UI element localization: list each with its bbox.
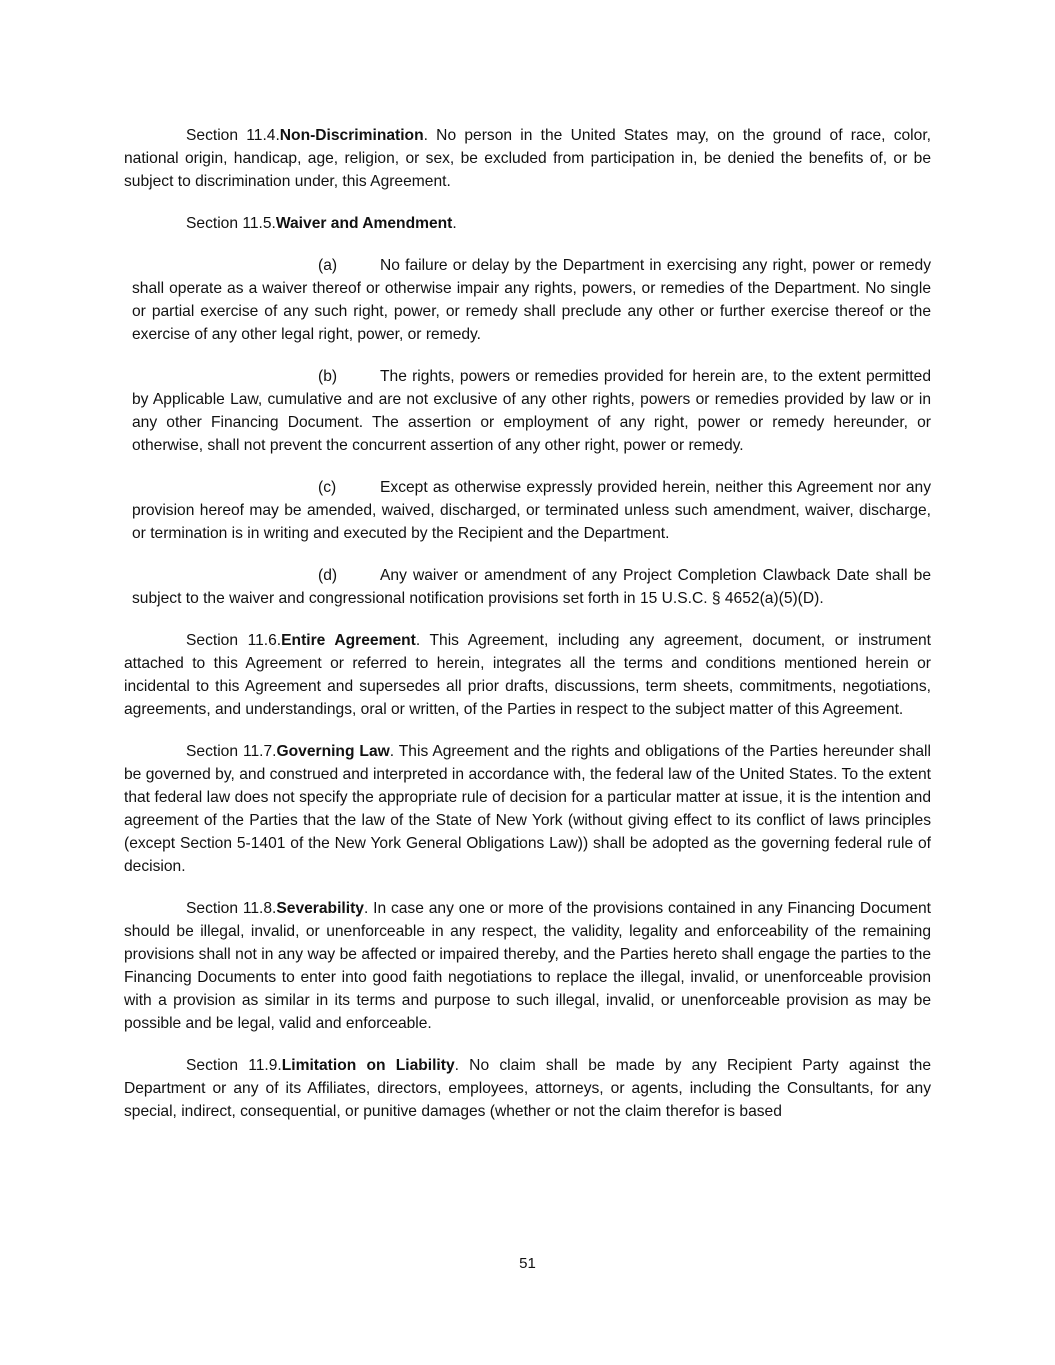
subsection-text: The rights, powers or remedies provided for herein are, to the extent permitted by Applicable Law, cumulative and are not exclusive of any other rights, powers or remedies provided by law or in any other Financing Document. The assertion or employment of any right, power or remedy hereunder, or otherwise, shall not prevent the concurrent assertion of any other right, power or remedy.: [132, 368, 931, 454]
section-title: Waiver and Amendment: [275, 215, 453, 232]
section-11-9: [124, 1054, 931, 1123]
section-body: . No claim shall be made by any Recipient Party against the Department or any of its Affiliates, directors, employees, attorneys, or agents, including the Consultants, for any special, indirect, consequential, or punitive damages (whether or not the claim therefor is based: [124, 1057, 931, 1120]
section-body: . This Agreement, including any agreement, document, or instrument attached to this Agreement or referred to herein, integrates all the terms and conditions mentioned herein or incidental to this Agreement and supersedes all prior drafts, discussions, term sheets, commitments, negotiations, agreements, and understandings, oral or written, of the Parties in respect to the subject matter of this Agreement.: [124, 632, 932, 718]
section-title: Severability: [276, 900, 364, 917]
subsection-marker: (c): [318, 479, 337, 496]
subsection-d: [132, 564, 931, 610]
subsection-b: [132, 365, 931, 457]
section-number: Section 11.8.: [186, 900, 277, 917]
section-11-4: [124, 124, 931, 193]
section-title: Non-Discrimination: [279, 127, 424, 144]
document-body: [124, 124, 931, 1142]
page-number: 51: [519, 1255, 536, 1272]
section-trail: .: [452, 215, 457, 232]
section-body: . No person in the United States may, on the ground of race, color, national origin, handicap, age, religion, or sex, be excluded from participation in, be denied the benefits of, or be subject to discrimination under, this Agreement.: [124, 127, 931, 190]
section-body: . This Agreement and the rights and obligations of the Parties hereunder shall be governed by, and construed and interpreted in accordance with, the federal law of the United States. To the extent that federal law does not specify the appropriate rule of decision for a particular matter at issue, it is the intention and agreement of the Parties that the law of the State of New York (without giving effect to its conflict of laws principles (except Section 5-1401 of the New York General Obligations Law)) shall be adopted as the governing federal rule of decision.: [124, 743, 931, 875]
section-number: Section 11.7.: [186, 743, 277, 760]
section-number: Section 11.4.: [186, 127, 280, 144]
section-11-6: [124, 629, 931, 721]
subsection-marker: (b): [318, 368, 338, 385]
subsection-text: Any waiver or amendment of any Project Completion Clawback Date shall be subject to the waiver and congressional notification provisions set forth in 15 U.S.C. § 4652(a)(5)(D).: [132, 567, 931, 607]
section-11-7: [124, 740, 931, 878]
subsection-a: [132, 254, 931, 346]
section-number: Section 11.5.: [186, 215, 276, 232]
subsection-text: Except as otherwise expressly provided herein, neither this Agreement nor any provision hereof may be amended, waived, discharged, or terminated unless such amendment, waiver, discharge, or termination is in writing and executed by the Recipient and the Department.: [132, 479, 931, 542]
section-body: . In case any one or more of the provisions contained in any Financing Document should be illegal, invalid, or unenforceable in any respect, the validity, legality and enforceability of the remaining provisions shall not in any way be affected or impaired thereby, and the Parties hereto shall engage the parties to the Financing Documents to enter into good faith negotiations to replace the illegal, invalid, or unenforceable provision with a provision as similar in its terms and purpose to such illegal, invalid, or unenforceable provision as may be possible and be legal, valid and enforceable.: [124, 900, 931, 1032]
section-number: Section 11.9.: [186, 1057, 282, 1074]
subsection-marker: (a): [318, 257, 338, 274]
subsection-text: No failure or delay by the Department in exercising any right, power or remedy shall operate as a waiver thereof or otherwise impair any rights, powers, or remedies of the Department. No single or partial exercise of any such right, power, or remedy shall preclude any other or further exercise thereof or the exercise of any other legal right, power, or remedy.: [132, 257, 931, 343]
section-11-8: [124, 897, 931, 1035]
section-number: Section 11.6.: [186, 632, 282, 649]
subsection-c: [132, 476, 931, 545]
section-11-5: [124, 212, 931, 235]
section-title: Entire Agreement: [281, 632, 416, 649]
section-title: Governing Law: [276, 743, 390, 760]
subsection-marker: (d): [318, 567, 338, 584]
section-title: Limitation on Liability: [281, 1057, 455, 1074]
